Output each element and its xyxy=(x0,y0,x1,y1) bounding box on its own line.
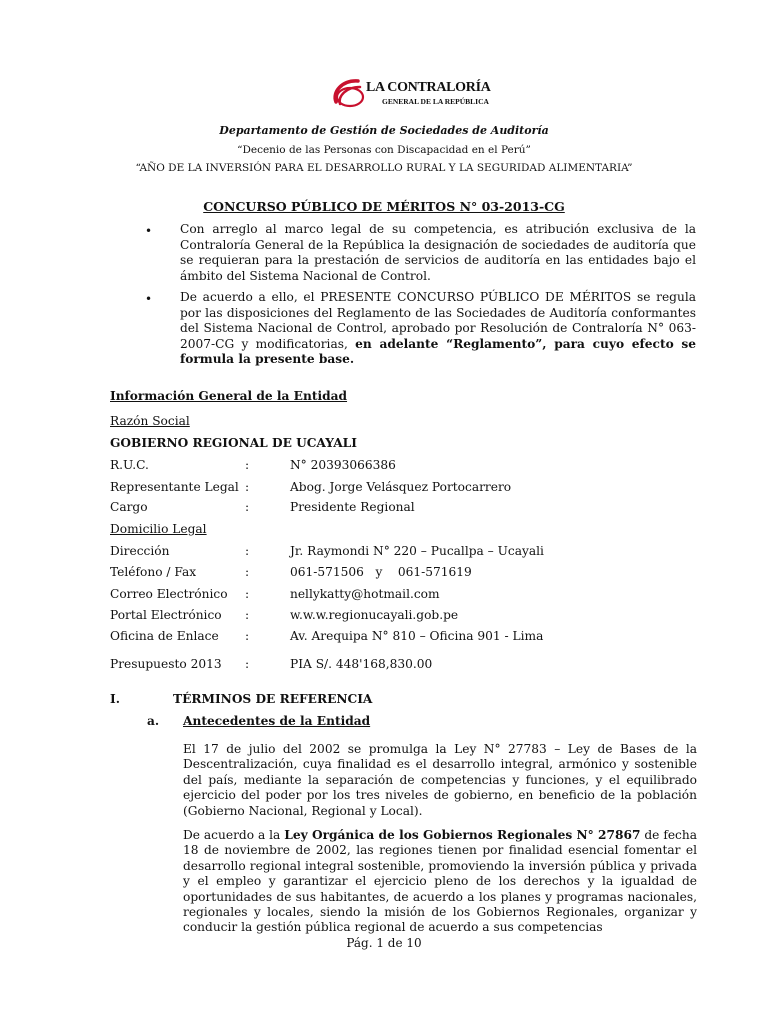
razon-social-label: Razón Social xyxy=(110,414,190,428)
bullet-2-bold: en adelante “Reglamento”, para cuyo efecto se formula la presente base. xyxy=(180,336,696,367)
direccion-label: Dirección xyxy=(110,544,170,558)
field-colon: : xyxy=(245,565,250,579)
field-colon: : xyxy=(245,587,250,601)
logo-title: LA CONTRALORÍA xyxy=(366,80,491,95)
document-title: CONCURSO PÚBLICO DE MÉRITOS N° 03-2013-CG xyxy=(203,199,565,214)
bullet-paragraph-2 xyxy=(180,290,696,368)
department-heading: Departamento de Gestión de Sociedades de Auditoría xyxy=(219,124,549,137)
direccion-value: Jr. Raymondi N° 220 – Pucallpa – Ucayali xyxy=(290,544,544,558)
decenio-line: “Decenio de las Personas con Discapacidad en el Perú” xyxy=(237,144,531,156)
entity-name: GOBIERNO REGIONAL DE UCAYALI xyxy=(110,436,357,450)
ruc-label: R.U.C. xyxy=(110,458,149,472)
field-colon: : xyxy=(245,657,250,671)
field-colon: : xyxy=(245,458,250,472)
oficina-value: Av. Arequipa N° 810 – Oficina 901 - Lima xyxy=(290,629,544,643)
page-number: Pág. 1 de 10 xyxy=(346,936,422,950)
presupuesto-value: PIA S/. 448'168,830.00 xyxy=(290,657,433,671)
paragraph-2-text-a: De acuerdo a la xyxy=(183,828,285,842)
field-colon: : xyxy=(245,544,250,558)
logo-subtitle: GENERAL DE LA REPÚBLICA xyxy=(382,97,489,106)
subsection-title: Antecedentes de la Entidad xyxy=(183,714,371,728)
field-colon: : xyxy=(245,629,250,643)
section-number: I. xyxy=(110,692,120,706)
portal-label: Portal Electrónico xyxy=(110,608,222,622)
logo-swoosh-icon xyxy=(330,76,370,112)
bullet-marker: • xyxy=(145,292,153,306)
representante-value: Abog. Jorge Velásquez Portocarrero xyxy=(290,480,512,494)
field-colon: : xyxy=(245,500,250,514)
ruc-value: N° 20393066386 xyxy=(290,458,396,472)
contraloria-logo xyxy=(330,76,510,112)
cargo-value: Presidente Regional xyxy=(290,500,415,514)
correo-value: nellykatty@hotmail.com xyxy=(290,587,440,601)
bullet-paragraph-1: Con arreglo al marco legal de su competencia, es atribución exclusiva de la Contraloría General de la República la designación de sociedades de auditoría que se requieran para la prestación de servicios de auditoría en las entidades bajo el ámbito del Sistema Nacional de Control. xyxy=(180,222,696,283)
anio-line: “AÑO DE LA INVERSIÓN PARA EL DESARROLLO RURAL Y LA SEGURIDAD ALIMENTARIA” xyxy=(135,162,633,174)
presupuesto-label: Presupuesto 2013 xyxy=(110,657,222,671)
paragraph-antecedentes-2 xyxy=(183,828,697,936)
field-colon: : xyxy=(245,608,250,622)
info-heading: Información General de la Entidad xyxy=(110,389,348,403)
bullet-marker: • xyxy=(145,224,153,238)
paragraph-2-text-b: de fecha 18 de noviembre de 2002, las regiones tienen por finalidad esencial fomentar el desarrollo regional integral sostenible, promoviendo la inversión pública y privada y el empleo y garantizar el ejercicio pleno de los derechos y la igualdad de oportunidades de sus habitantes, de acuerdo a los planes y programas nacionales, regionales y locales, siendo la misión de los Gobiernos Regionales, organizar y conducir la gestión pública regional de acuerdo a sus competencias xyxy=(183,828,697,935)
section-title: TÉRMINOS DE REFERENCIA xyxy=(173,692,373,706)
telefono-label: Teléfono / Fax xyxy=(110,565,197,579)
portal-value: w.w.w.regionucayali.gob.pe xyxy=(290,608,459,622)
domicilio-label: Domicilio Legal xyxy=(110,522,207,536)
paragraph-antecedentes-1: El 17 de julio del 2002 se promulga la Ley N° 27783 – Ley de Bases de la Descentralización, cuya finalidad es el desarrollo integral, armónico y sostenible del país, mediante la separación de competencias y funciones, y el equilibrado ejercicio del poder por los tres niveles de gobierno, en beneficio de la población (Gobierno Nacional, Regional y Local). xyxy=(183,742,697,818)
correo-label: Correo Electrónico xyxy=(110,587,228,601)
cargo-label: Cargo xyxy=(110,500,148,514)
subsection-letter: a. xyxy=(147,714,160,728)
bullet-2-text: De acuerdo a ello, el PRESENTE CONCURSO PÚBLICO DE MÉRITOS se regula por las disposiciones del Reglamento de las Sociedades de Auditoría conformantes del Sistema Nacional de Control, aprobado por Resolución de Contraloría N° 063-2007-CG y modificatorias, xyxy=(180,290,696,351)
paragraph-2-bold: Ley Orgánica de los Gobiernos Regionales N° 27867 xyxy=(284,828,641,842)
field-colon: : xyxy=(245,480,250,494)
telefono-value: 061-571506 y 061-571619 xyxy=(290,565,472,579)
representante-label: Representante Legal xyxy=(110,480,239,494)
oficina-label: Oficina de Enlace xyxy=(110,629,219,643)
